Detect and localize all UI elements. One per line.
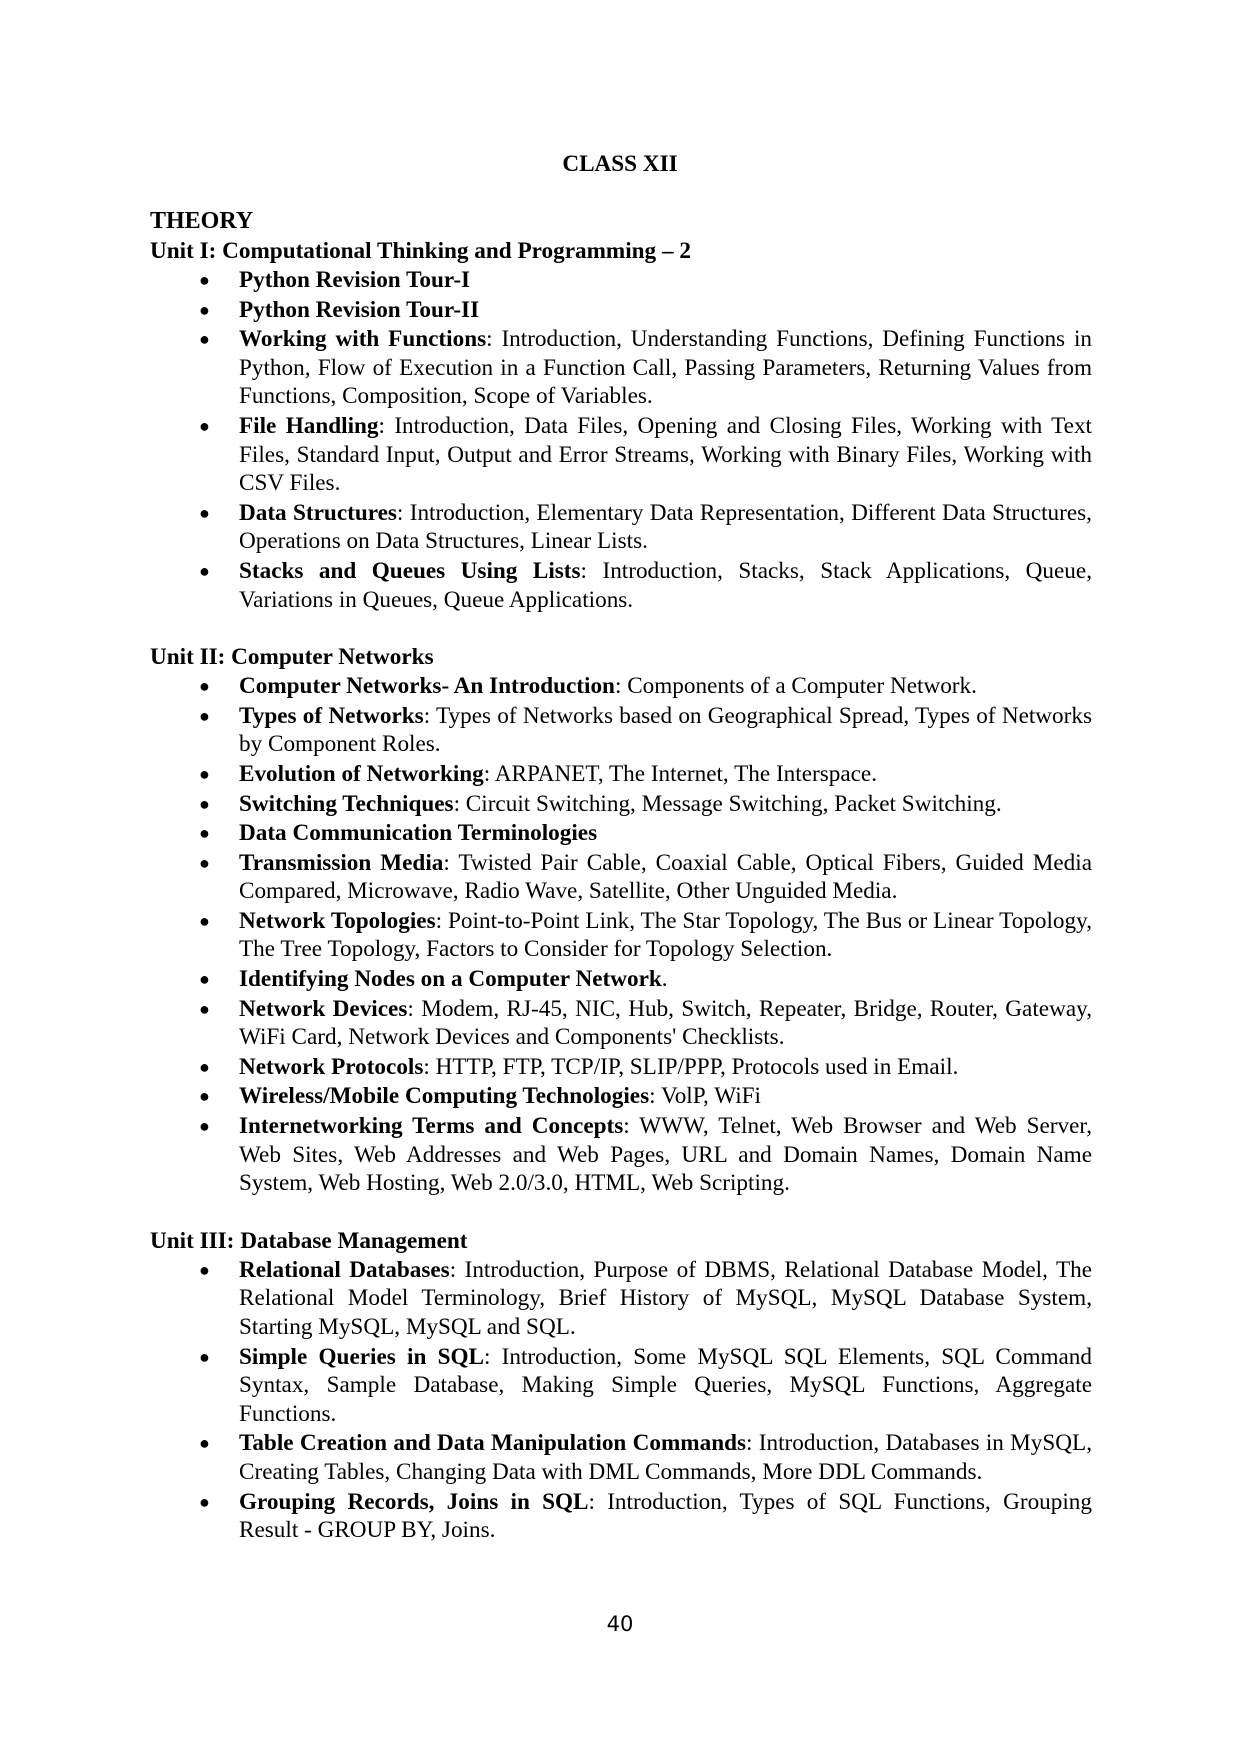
list-item	[199, 1082, 1092, 1111]
topic-list	[150, 1256, 1092, 1545]
list-item	[199, 412, 1092, 498]
topic-name: Python Revision Tour-II	[239, 296, 480, 323]
bullet-icon: ●	[199, 1491, 210, 1512]
topic-name: Table Creation and Data Manipulation Commands	[239, 1430, 747, 1457]
bullet-icon: ●	[199, 1116, 210, 1137]
topic-name: Network Protocols	[239, 1053, 424, 1080]
unit-3	[150, 1226, 1092, 1545]
topic-detail: : Introduction, Elementary Data Representation, Different Data Structures, Operations on Data Structures, Linear Lists.	[239, 499, 1092, 555]
list-item	[199, 325, 1092, 411]
list-item	[199, 499, 1092, 556]
bullet-icon: ●	[199, 1346, 210, 1367]
list-item	[199, 266, 1092, 295]
topic-name: Grouping Records, Joins in SQL	[239, 1488, 589, 1515]
topic-list	[150, 266, 1092, 614]
topic-detail: : Introduction, Understanding Functions, Defining Functions in Python, Flow of Execution in a Function Call, Passing Parameters, Returning Values from Functions, Composition, Scope of Variables.	[239, 326, 1092, 410]
bullet-icon: ●	[199, 1056, 210, 1077]
page-title: CLASS XII	[562, 151, 678, 177]
bullet-icon: ●	[199, 270, 210, 290]
list-item	[199, 1112, 1093, 1198]
list-item	[199, 790, 1092, 819]
bullet-icon: ●	[199, 329, 210, 350]
topic-detail: .	[661, 966, 668, 993]
bullet-icon: ●	[199, 793, 210, 814]
list-item	[199, 296, 1092, 325]
topic-name: Network Devices	[239, 995, 408, 1022]
topic-detail: : Introduction, Databases in MySQL, Creating Tables, Changing Data with DML Commands, More DDL Commands.	[239, 1430, 1092, 1485]
topic-detail: : Introduction, Types of SQL Functions, Grouping Result - GROUP BY, Joins.	[239, 1488, 1092, 1544]
topic-name: Data Structures	[239, 499, 397, 526]
topic-detail: : Introduction, Some MySQL SQL Elements, SQL Command Syntax, Sample Database, Making Simple Queries, MySQL Functions, Aggregate Functions.	[239, 1343, 1092, 1427]
topic-list	[150, 672, 1092, 1198]
list-item	[199, 1488, 1092, 1545]
unit-1	[150, 236, 1092, 614]
topic-name: Network Topologies	[239, 907, 436, 934]
bullet-icon: ●	[199, 676, 210, 697]
topic-detail: : Twisted Pair Cable, Coaxial Cable, Optical Fibers, Guided Media Compared, Microwave, Radio Wave, Satellite, Other Unguided Media.	[239, 849, 1092, 905]
list-item	[199, 995, 1093, 1052]
topic-name: Stacks and Queues Using Lists	[239, 557, 581, 584]
topic-detail: : Types of Networks based on Geographical Spread, Types of Networks by Component Roles.	[239, 702, 1092, 758]
bullet-icon: ●	[199, 763, 210, 784]
topic-name: Types of Networks	[239, 702, 424, 729]
list-item	[199, 849, 1092, 906]
list-item	[199, 907, 1092, 964]
topic-name: Switching Techniques	[239, 790, 454, 817]
list-item	[199, 965, 1092, 994]
topic-detail: : Introduction, Stacks, Stack Applications, Queue, Variations in Queues, Queue Applications.	[239, 557, 1092, 613]
bullet-icon: ●	[199, 852, 210, 873]
bullet-icon: ●	[199, 1259, 210, 1280]
topic-detail: : Introduction, Purpose of DBMS, Relational Database Model, The Relational Model Terminology, Brief History of MySQL, MySQL Database System, Starting MySQL, MySQL and SQL.	[239, 1256, 1092, 1340]
section-title: THEORY	[150, 208, 254, 234]
bullet-icon: ●	[199, 910, 210, 931]
topic-name: Working with Functions	[239, 326, 487, 353]
topic-name: Data Communication Terminologies	[239, 820, 598, 847]
unit-heading: Unit III: Database Management	[150, 1227, 468, 1254]
topic-name: Simple Queries in SQL	[239, 1343, 484, 1370]
topic-detail: : HTTP, FTP, TCP/IP, SLIP/PPP, Protocols used in Email.	[423, 1053, 959, 1080]
bullet-icon: ●	[199, 998, 210, 1019]
unit-heading: Unit I: Computational Thinking and Programming – 2	[150, 238, 691, 264]
bullet-icon: ●	[199, 1433, 210, 1454]
topic-name: Relational Databases	[239, 1256, 450, 1283]
bullet-icon: ●	[199, 705, 210, 726]
page-number: 40	[606, 1612, 634, 1636]
topic-detail: : Circuit Switching, Message Switching, Packet Switching.	[453, 790, 1002, 817]
bullet-icon: ●	[199, 415, 210, 436]
topic-detail: : WWW, Telnet, Web Browser and Web Server, Web Sites, Web Addresses and Web Pages, URL and Domain Names, Domain Name System, Web Hosting, Web 2.0/3.0, HTML, Web Scripting.	[239, 1113, 1093, 1197]
bullet-icon: ●	[199, 502, 210, 523]
topic-name: Python Revision Tour-I	[239, 267, 471, 293]
topic-name: File Handling	[239, 412, 379, 439]
list-item	[199, 702, 1092, 759]
topic-detail: : ARPANET, The Internet, The Interspace.	[483, 760, 878, 787]
topic-name: Internetworking Terms and Concepts	[239, 1113, 624, 1140]
topic-name: Identifying Nodes on a Computer Network	[239, 966, 662, 993]
list-item	[199, 557, 1092, 614]
bullet-icon: ●	[199, 560, 210, 581]
list-item	[199, 1343, 1092, 1429]
bullet-icon: ●	[199, 969, 210, 990]
list-item	[199, 760, 1092, 789]
topic-detail: : Modem, RJ-45, NIC, Hub, Switch, Repeater, Bridge, Router, Gateway, WiFi Card, Network Devices and Components' Checklists.	[239, 995, 1093, 1051]
list-item	[199, 819, 1092, 848]
topic-name: Evolution of Networking	[239, 760, 484, 787]
bullet-icon: ●	[199, 1086, 210, 1107]
topic-detail: : Components of a Computer Network.	[614, 673, 977, 700]
topic-detail: : Point-to-Point Link, The Star Topology, The Bus or Linear Topology, The Tree Topology, Factors to Consider for Topology Selection.	[239, 907, 1092, 963]
list-item	[199, 672, 1092, 701]
topic-detail: : Introduction, Data Files, Opening and Closing Files, Working with Text Files, Standard Input, Output and Error Streams, Working with Binary Files, Working with CSV Files.	[239, 412, 1092, 497]
list-item	[199, 1053, 1092, 1082]
list-item	[199, 1256, 1092, 1342]
topic-name: Computer Networks- An Introduction	[239, 673, 615, 700]
unit-heading: Unit II: Computer Networks	[150, 644, 434, 671]
topic-detail: : VolP, WiFi	[649, 1083, 761, 1110]
syllabus-content	[150, 206, 1092, 1546]
bullet-icon: ●	[199, 299, 210, 320]
topic-name: Wireless/Mobile Computing Technologies	[239, 1083, 650, 1110]
list-item	[199, 1429, 1092, 1486]
bullet-icon: ●	[199, 823, 210, 844]
topic-name: Transmission Media	[239, 849, 444, 876]
unit-2	[150, 642, 1092, 1198]
